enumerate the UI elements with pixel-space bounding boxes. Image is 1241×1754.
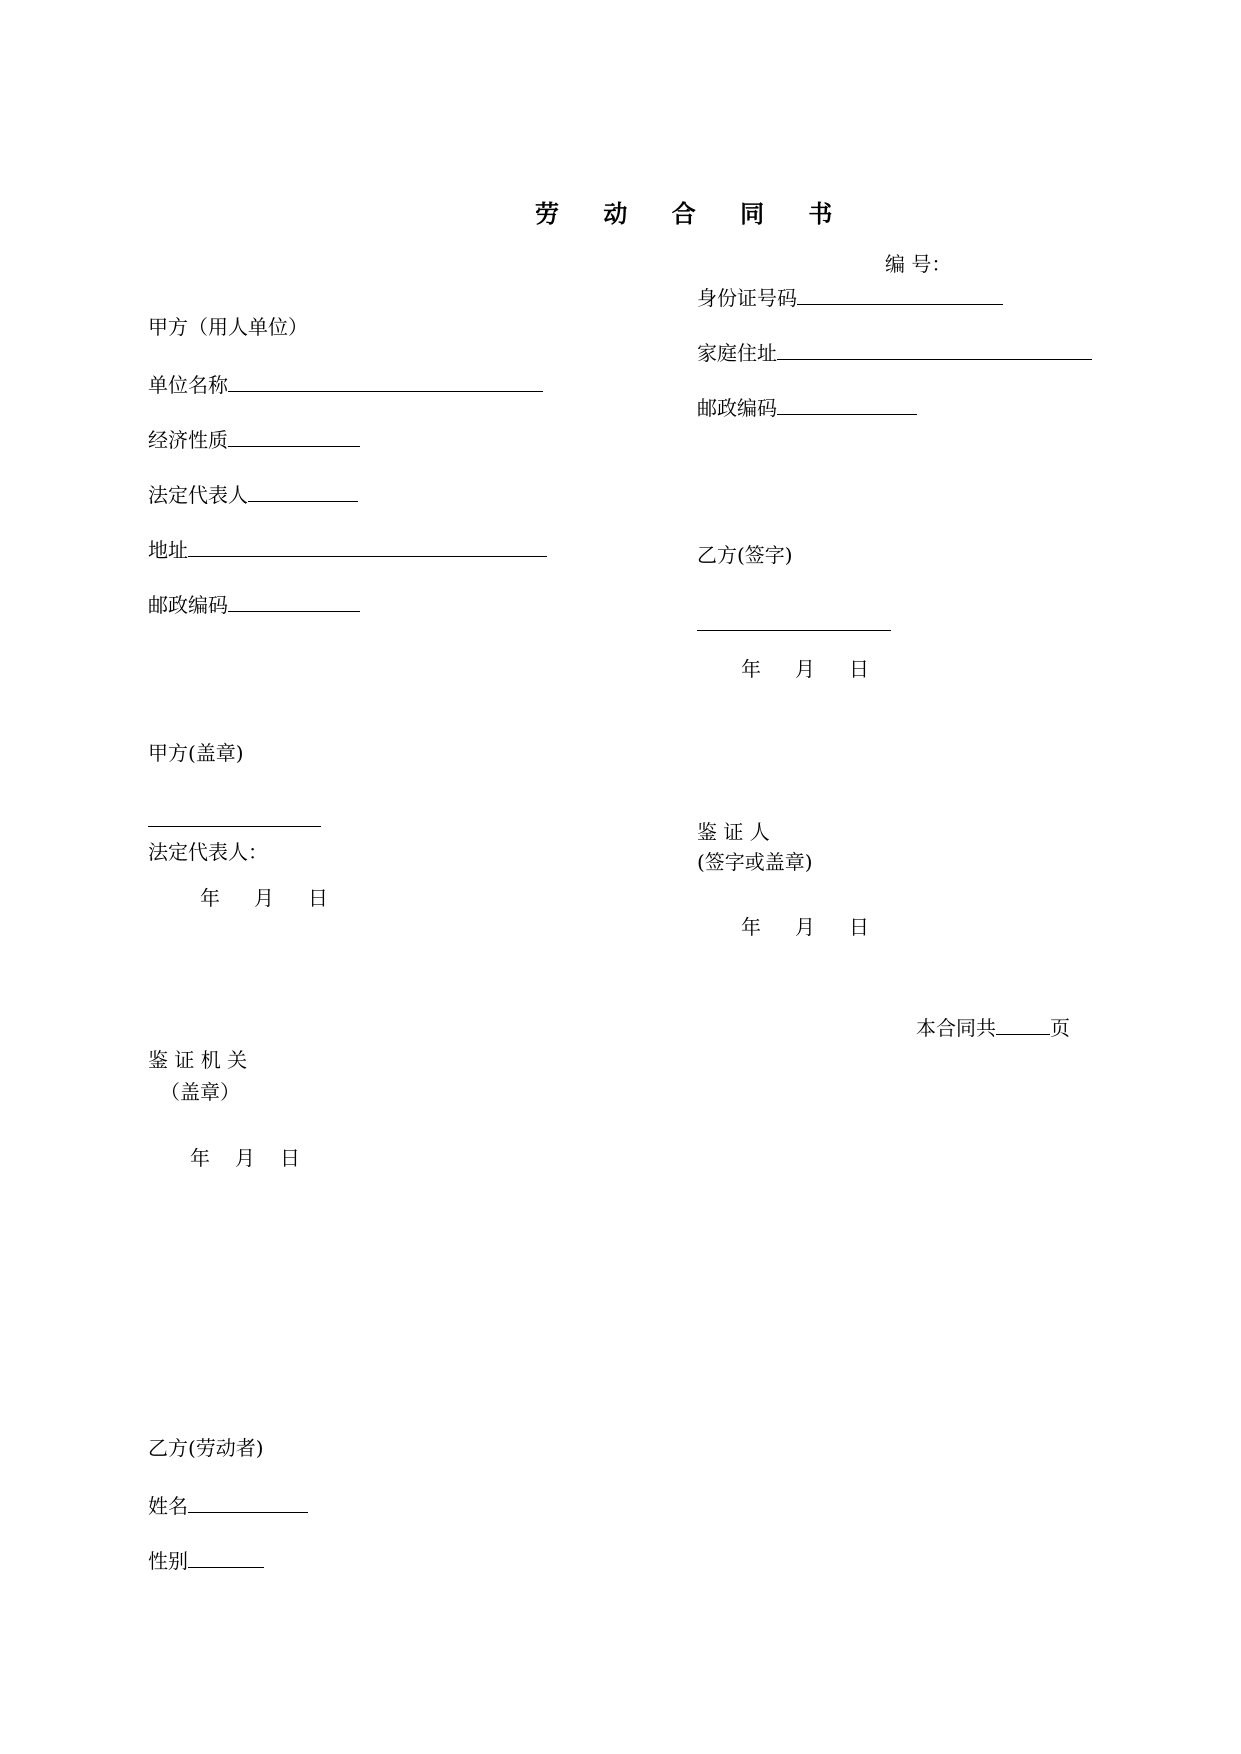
- party-b-postal-blank[interactable]: [777, 395, 917, 415]
- document-title: 劳 动 合 同 书: [535, 199, 851, 228]
- name-blank[interactable]: [188, 1493, 308, 1513]
- document-number-label: 编 号：: [885, 252, 952, 276]
- party-a-postal-blank[interactable]: [228, 592, 360, 612]
- day-label: 日: [308, 886, 328, 910]
- gender-label: 性别: [148, 1549, 188, 1573]
- party-a-postal-field: [148, 592, 360, 615]
- party-b-postal-field: [697, 395, 917, 418]
- year-label: 年: [190, 1146, 210, 1170]
- party-b-heading: 乙方(劳动者): [148, 1436, 264, 1460]
- verification-authority-seal: （盖章）: [160, 1080, 240, 1104]
- party-b-sign-label: 乙方(签字): [697, 543, 793, 567]
- year-label: 年: [741, 657, 761, 681]
- party-a-signature-line[interactable]: [148, 826, 321, 827]
- legal-rep-blank[interactable]: [248, 482, 358, 502]
- legal-rep-field: [148, 482, 358, 505]
- economic-nature-blank[interactable]: [228, 427, 360, 447]
- page-count-suffix: 页: [1050, 1016, 1070, 1040]
- unit-name-label: 单位名称: [148, 373, 228, 397]
- month-label: 月: [235, 1146, 255, 1170]
- party-a-date: [200, 888, 328, 908]
- month-label: 月: [254, 886, 274, 910]
- year-label: 年: [200, 886, 220, 910]
- legal-rep-sign-label: 法定代表人：: [148, 840, 268, 864]
- home-address-field: [697, 340, 1092, 363]
- year-label: 年: [741, 915, 761, 939]
- gender-field: [148, 1548, 264, 1571]
- party-a-postal-label: 邮政编码: [148, 593, 228, 617]
- month-label: 月: [795, 915, 815, 939]
- name-label: 姓名: [148, 1494, 188, 1518]
- legal-rep-label: 法定代表人: [148, 483, 248, 507]
- gender-blank[interactable]: [188, 1548, 264, 1568]
- verification-authority-date: [190, 1148, 300, 1168]
- party-b-postal-label: 邮政编码: [697, 396, 777, 420]
- economic-nature-label: 经济性质: [148, 428, 228, 452]
- address-field: [148, 537, 547, 560]
- id-number-blank[interactable]: [797, 285, 1003, 305]
- page-count-prefix: 本合同共: [916, 1016, 996, 1040]
- name-field: [148, 1493, 308, 1516]
- id-number-label: 身份证号码: [697, 286, 797, 310]
- party-b-signature-line[interactable]: [697, 630, 891, 631]
- page-count-blank[interactable]: [996, 1015, 1050, 1035]
- day-label: 日: [280, 1146, 300, 1170]
- party-a-heading: 甲方（用人单位）: [148, 315, 308, 339]
- address-label: 地址: [148, 538, 188, 562]
- unit-name-field: [148, 372, 543, 395]
- economic-nature-field: [148, 427, 360, 450]
- unit-name-blank[interactable]: [228, 372, 543, 392]
- witness-date: [741, 917, 869, 937]
- witness-heading: 鉴 证 人: [697, 820, 770, 844]
- page-count: [916, 1015, 1070, 1038]
- day-label: 日: [849, 915, 869, 939]
- party-a-seal-label: 甲方(盖章): [148, 741, 244, 765]
- party-b-date: [741, 659, 869, 679]
- address-blank[interactable]: [188, 537, 547, 557]
- home-address-label: 家庭住址: [697, 341, 777, 365]
- home-address-blank[interactable]: [777, 340, 1092, 360]
- witness-sub: (签字或盖章): [697, 850, 813, 874]
- id-number-field: [697, 285, 1003, 308]
- verification-authority-heading: 鉴 证 机 关: [148, 1048, 248, 1072]
- day-label: 日: [849, 657, 869, 681]
- month-label: 月: [795, 657, 815, 681]
